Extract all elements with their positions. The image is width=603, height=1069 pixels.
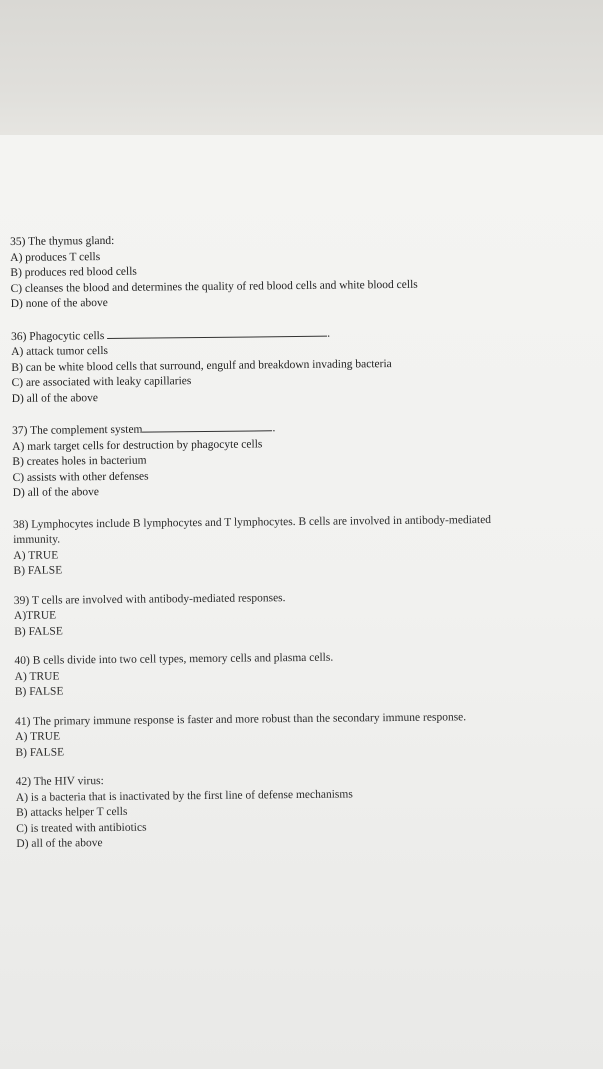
question-37 [12, 417, 603, 502]
blank-tail: . [272, 422, 276, 435]
question-42 [16, 769, 603, 853]
option-c: C) are associated with leaky capillaries [11, 375, 192, 389]
question-40 [14, 648, 603, 701]
option-c: C) cleanses the blood and determines the quality of red blood cells and white blood cells [10, 278, 418, 295]
option-b: B) attacks helper T cells [15, 805, 128, 819]
answer-blank [107, 325, 327, 338]
question-stem: 40) B cells divide into two cell types, memory cells and plasma cells. [14, 651, 334, 667]
question-stem-continued: immunity. [13, 533, 61, 546]
answer-blank [142, 420, 272, 432]
option-b: B) FALSE [13, 564, 63, 577]
question-36 [11, 322, 603, 407]
question-35 [10, 229, 603, 313]
option-c: C) assists with other defenses [12, 470, 149, 484]
quiz-document [10, 229, 603, 869]
question-41 [15, 708, 603, 761]
question-stem: 39) T cells are involved with antibody-mediated responses. [13, 591, 286, 607]
option-c: C) is treated with antibiotics [16, 821, 147, 835]
blank-tail: . [327, 327, 331, 340]
option-b: B) FALSE [15, 745, 65, 759]
question-stem: 36) Phagocytic cells [11, 329, 105, 343]
option-b: B) can be white blood cells that surround, engulf and breakdown invading bacteria [11, 357, 392, 374]
option-b: B) FALSE [14, 685, 64, 698]
option-d: D) all of the above [11, 391, 98, 405]
option-a: A) attack tumor cells [11, 344, 109, 358]
question-38 [13, 511, 603, 579]
option-d: D) all of the above [16, 837, 103, 850]
option-a: A) TRUE [15, 730, 61, 743]
option-a: A) TRUE [14, 670, 60, 683]
question-stem: 38) Lymphocytes include B lymphocytes and T lymphocytes. B cells are involved in antibody-mediated [12, 513, 492, 531]
option-a: A) produces T cells [10, 250, 101, 264]
option-b: B) FALSE [14, 624, 63, 638]
question-stem: 42) The HIV virus: [15, 775, 104, 788]
option-a: A) TRUE [13, 549, 59, 562]
option-a: A) is a bacteria that is inactivated by the first line of defense mechanisms [15, 787, 353, 804]
question-stem: 35) The thymus gland: [10, 234, 115, 248]
option-b: B) creates holes in bacterium [12, 454, 147, 468]
option-d: D) none of the above [10, 296, 108, 310]
option-d: D) all of the above [12, 486, 99, 499]
background-wall [0, 0, 603, 150]
option-a: A)TRUE [13, 609, 57, 622]
option-a: A) mark target cells for destruction by phagocyte cells [12, 437, 263, 453]
question-stem: 37) The complement system [11, 423, 143, 437]
question-stem: 41) The primary immune response is faster and more robust than the secondary immune response. [15, 710, 467, 728]
question-39 [14, 587, 603, 640]
option-b: B) produces red blood cells [10, 265, 137, 279]
